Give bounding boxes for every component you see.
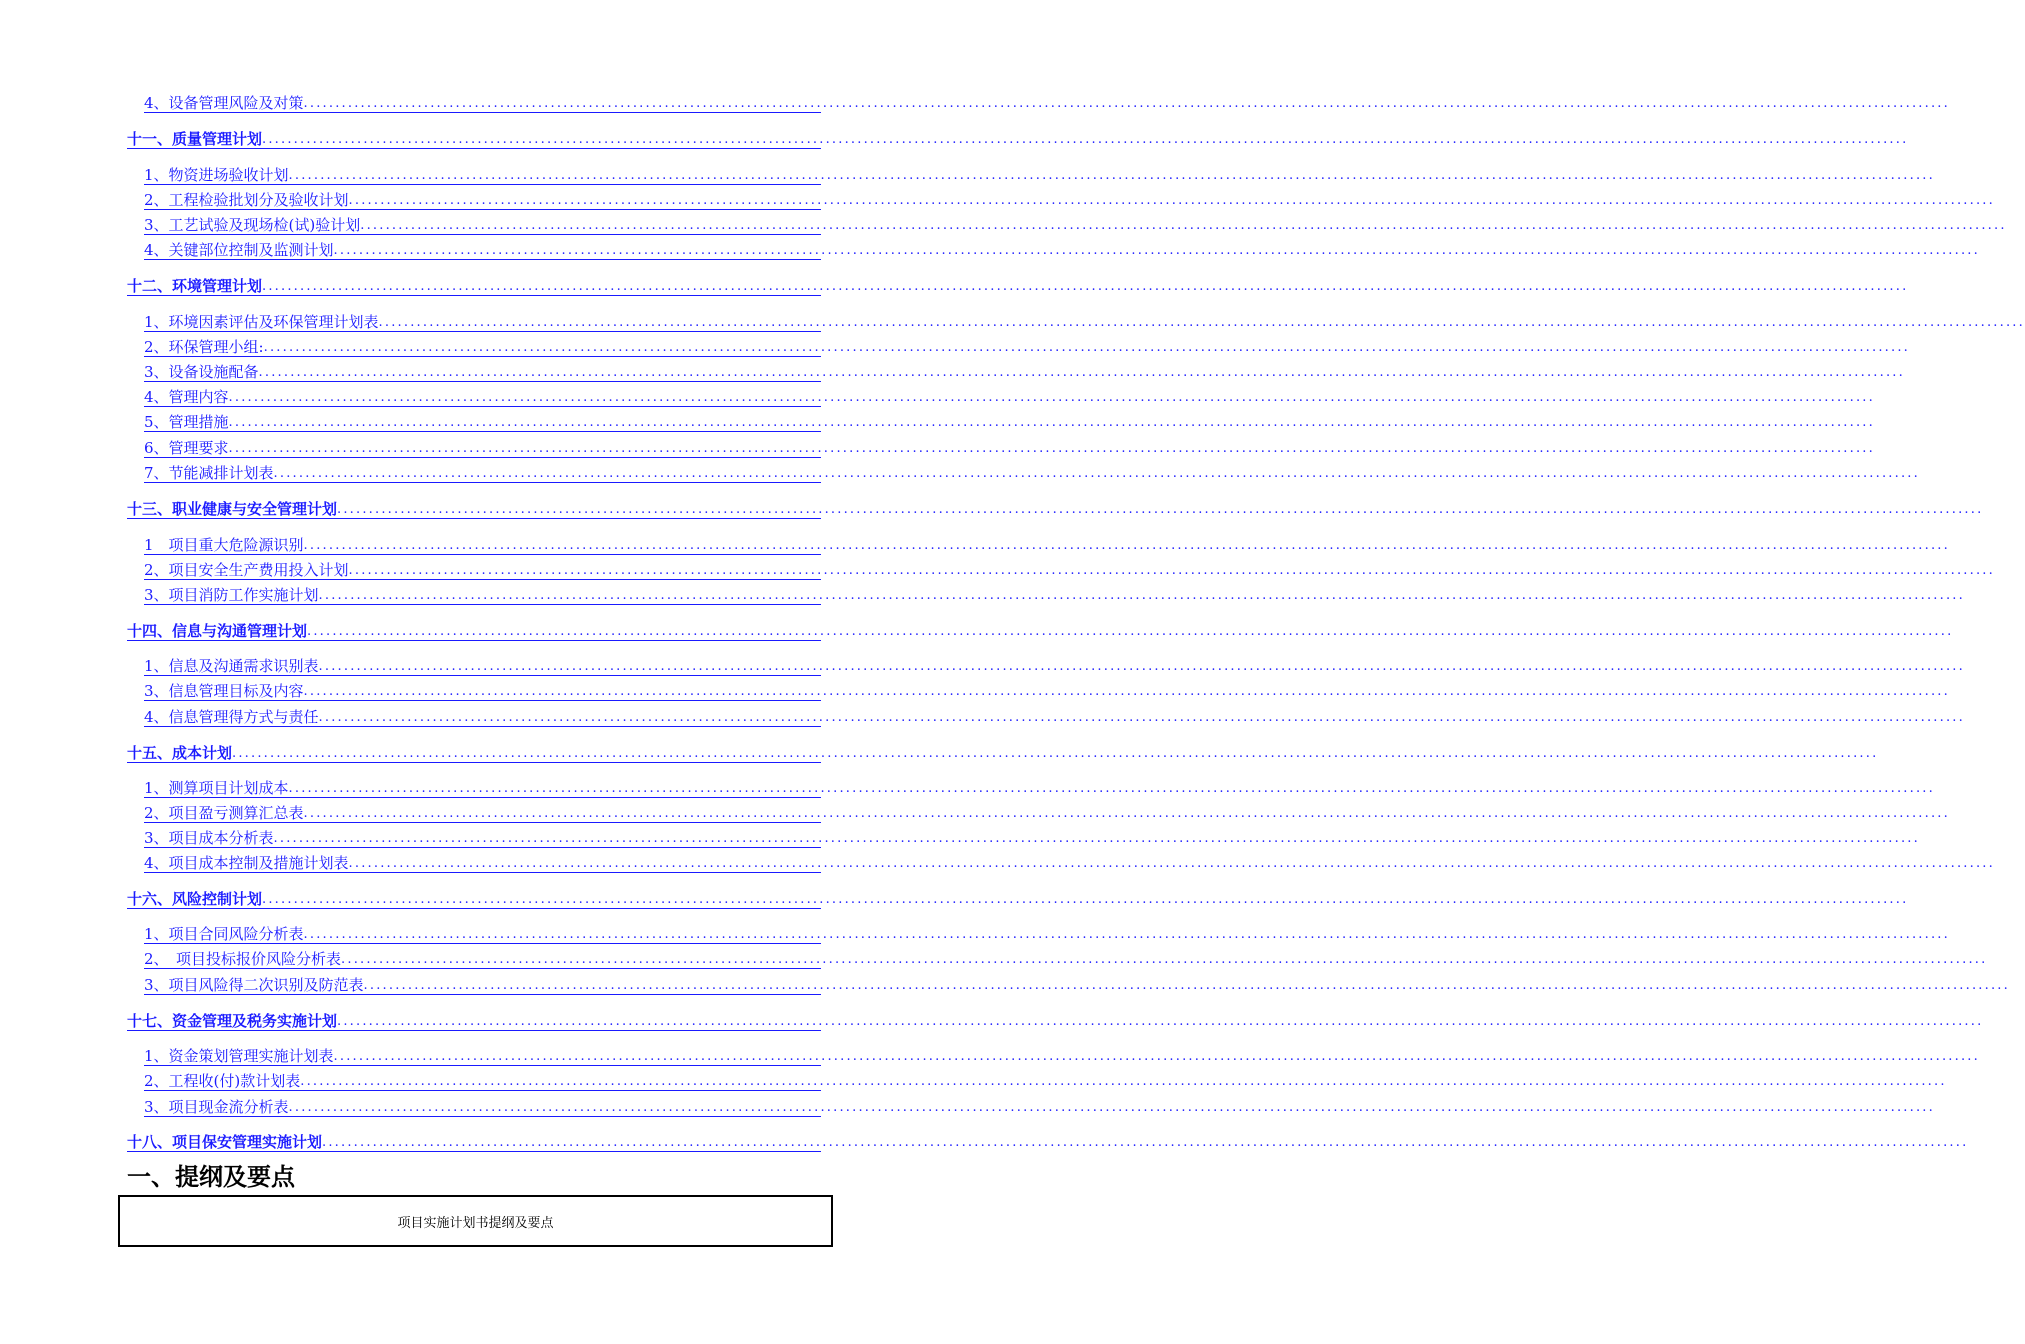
toc-entry-text: 4、关键部位控制及监测计划	[144, 241, 334, 259]
toc-dot-leader: ....................................................................................................................................................................................................................................................................	[273, 831, 1920, 846]
toc-dot-leader: ....................................................................................................................................................................................................................................................................	[288, 781, 1935, 796]
outline-box-title: 项目实施计划书提纲及要点	[397, 1215, 554, 1231]
toc-entry-text: 1、信息及沟通需求识别表	[144, 657, 319, 675]
toc-entry-text: 2、项目安全生产费用投入计划	[144, 561, 349, 579]
toc-dot-leader: ....................................................................................................................................................................................................................................................................	[300, 1074, 1947, 1089]
toc-subsection-link[interactable]	[144, 946, 1988, 969]
toc-entry-text: 2、工程检验批划分及验收计划	[144, 191, 349, 209]
toc-entry-text: 3、信息管理目标及内容	[144, 682, 304, 700]
toc-subsection-link[interactable]	[144, 557, 1995, 580]
toc-subsection-link[interactable]	[144, 1068, 1947, 1091]
toc-dot-leader: ....................................................................................................................................................................................................................................................................	[258, 365, 1905, 380]
section-heading: 一、提纲及要点	[127, 1163, 295, 1191]
toc-section-link[interactable]	[127, 1008, 1984, 1031]
toc-entry-text: 1、物资进场验收计划	[144, 166, 289, 184]
toc-subsection-link[interactable]	[144, 384, 1875, 407]
toc-subsection-link[interactable]	[144, 653, 1965, 676]
toc-dot-leader: ....................................................................................................................................................................................................................................................................	[337, 502, 1984, 517]
toc-subsection-link[interactable]	[144, 1094, 1935, 1117]
toc-subsection-link[interactable]	[144, 237, 1980, 260]
toc-dot-leader: ....................................................................................................................................................................................................................................................................	[307, 624, 1954, 639]
toc-dot-leader: ....................................................................................................................................................................................................................................................................	[232, 746, 1879, 761]
toc-subsection-link[interactable]	[144, 850, 1995, 873]
toc-dot-leader: ....................................................................................................................................................................................................................................................................	[262, 132, 1909, 147]
toc-entry-text: 2、项目盈亏测算汇总表	[144, 804, 304, 822]
toc-subsection-link[interactable]	[144, 187, 1995, 210]
toc-dot-leader: ....................................................................................................................................................................................................................................................................	[228, 441, 1875, 456]
toc-entry-text: 1、项目合同风险分析表	[144, 925, 304, 943]
toc-subsection-link[interactable]	[144, 334, 1911, 357]
toc-entry-text: 3、工艺试验及现场检(试)验计划	[144, 216, 361, 234]
toc-section-link[interactable]	[127, 126, 1909, 149]
toc-entry-text: 3、项目成本分析表	[144, 829, 274, 847]
toc-entry-text: 2、 项目投标报价风险分析表	[144, 950, 342, 968]
toc-entry-text: 3、项目消防工作实施计划	[144, 586, 319, 604]
toc-subsection-link[interactable]	[144, 678, 1950, 701]
toc-dot-leader: ....................................................................................................................................................................................................................................................................	[337, 1014, 1984, 1029]
toc-dot-leader: ....................................................................................................................................................................................................................................................................	[273, 466, 1920, 481]
toc-section-link[interactable]	[127, 273, 1909, 296]
toc-dot-leader: ....................................................................................................................................................................................................................................................................	[363, 978, 2010, 993]
toc-dot-leader: ....................................................................................................................................................................................................................................................................	[378, 315, 2025, 330]
toc-entry-text: 十一、质量管理计划	[127, 130, 263, 148]
toc-dot-leader: ....................................................................................................................................................................................................................................................................	[262, 279, 1909, 294]
toc-dot-leader: ....................................................................................................................................................................................................................................................................	[303, 927, 1950, 942]
toc-subsection-link[interactable]	[144, 1043, 1980, 1066]
toc-section-link[interactable]	[127, 886, 1909, 909]
toc-dot-leader: ....................................................................................................................................................................................................................................................................	[262, 892, 1909, 907]
toc-dot-leader: ....................................................................................................................................................................................................................................................................	[348, 563, 1995, 578]
toc-subsection-link[interactable]	[144, 212, 2007, 235]
toc-entry-text: 4、管理内容	[144, 388, 229, 406]
toc-section-link[interactable]	[127, 740, 1879, 763]
toc-entry-text: 十七、资金管理及税务实施计划	[127, 1012, 338, 1030]
toc-entry-text: 7、节能减排计划表	[144, 464, 274, 482]
toc-entry-text: 3、设备设施配备	[144, 363, 259, 381]
toc-section-link[interactable]	[127, 496, 1984, 519]
toc-entry-text: 4、信息管理得方式与责任	[144, 708, 319, 726]
toc-entry-text: 1、环境因素评估及环保管理计划表	[144, 313, 379, 331]
toc-dot-leader: ....................................................................................................................................................................................................................................................................	[318, 710, 1965, 725]
toc-subsection-link[interactable]	[144, 800, 1950, 823]
toc-entry-text: 3、项目风险得二次识别及防范表	[144, 976, 364, 994]
toc-dot-leader: ....................................................................................................................................................................................................................................................................	[341, 952, 1988, 967]
toc-entry-text: 2、工程收(付)款计划表	[144, 1072, 301, 1090]
toc-dot-leader: ....................................................................................................................................................................................................................................................................	[288, 1100, 1935, 1115]
toc-dot-leader: ....................................................................................................................................................................................................................................................................	[333, 243, 1980, 258]
toc-dot-leader: ....................................................................................................................................................................................................................................................................	[333, 1049, 1980, 1064]
toc-entry-text: 6、管理要求	[144, 439, 229, 457]
toc-dot-leader: ....................................................................................................................................................................................................................................................................	[303, 538, 1950, 553]
toc-subsection-link[interactable]	[144, 90, 1950, 113]
toc-entry-text: 2、环保管理小组:	[144, 338, 264, 356]
toc-subsection-link[interactable]	[144, 435, 1875, 458]
toc-subsection-link[interactable]	[144, 409, 1875, 432]
toc-dot-leader: ....................................................................................................................................................................................................................................................................	[348, 193, 1995, 208]
toc-dot-leader: ....................................................................................................................................................................................................................................................................	[303, 684, 1950, 699]
toc-entry-text: 5、管理措施	[144, 413, 229, 431]
toc-dot-leader: ....................................................................................................................................................................................................................................................................	[288, 168, 1935, 183]
toc-entry-text: 十四、信息与沟通管理计划	[127, 622, 308, 640]
toc-entry-text: 十五、成本计划	[127, 744, 233, 762]
toc-entry-text: 3、项目现金流分析表	[144, 1098, 289, 1116]
toc-section-link[interactable]	[127, 618, 1954, 641]
toc-entry-text: 4、设备管理风险及对策	[144, 94, 304, 112]
toc-entry-text: 4、项目成本控制及措施计划表	[144, 854, 349, 872]
toc-entry-text: 1、资金策划管理实施计划表	[144, 1047, 334, 1065]
toc-dot-leader: ....................................................................................................................................................................................................................................................................	[303, 806, 1950, 821]
toc-subsection-link[interactable]	[144, 704, 1965, 727]
toc-entry-text: 十八、项目保安管理实施计划	[127, 1133, 323, 1151]
toc-subsection-link[interactable]	[144, 162, 1935, 185]
toc-subsection-link[interactable]	[144, 309, 2025, 332]
toc-dot-leader: ....................................................................................................................................................................................................................................................................	[318, 588, 1965, 603]
toc-dot-leader: ....................................................................................................................................................................................................................................................................	[322, 1135, 1969, 1150]
toc-entry-text: 1 项目重大危险源识别	[144, 536, 304, 554]
toc-subsection-link[interactable]	[144, 460, 1920, 483]
toc-subsection-link[interactable]	[144, 972, 2010, 995]
toc-subsection-link[interactable]	[144, 775, 1935, 798]
toc-subsection-link[interactable]	[144, 921, 1950, 944]
toc-dot-leader: ....................................................................................................................................................................................................................................................................	[303, 96, 1950, 111]
toc-dot-leader: ....................................................................................................................................................................................................................................................................	[348, 856, 1995, 871]
toc-section-link[interactable]	[127, 1129, 1969, 1152]
toc-subsection-link[interactable]	[144, 825, 1920, 848]
toc-dot-leader: ....................................................................................................................................................................................................................................................................	[228, 415, 1875, 430]
toc-dot-leader: ....................................................................................................................................................................................................................................................................	[263, 340, 1911, 355]
toc-dot-leader: ....................................................................................................................................................................................................................................................................	[318, 659, 1965, 674]
toc-subsection-link[interactable]	[144, 359, 1905, 382]
toc-entry-text: 十三、职业健康与安全管理计划	[127, 500, 338, 518]
toc-entry-text: 十二、环境管理计划	[127, 277, 263, 295]
toc-dot-leader: ....................................................................................................................................................................................................................................................................	[360, 218, 2007, 233]
toc-entry-text: 1、测算项目计划成本	[144, 779, 289, 797]
toc-subsection-link[interactable]	[144, 582, 1965, 605]
toc-dot-leader: ....................................................................................................................................................................................................................................................................	[228, 390, 1875, 405]
toc-subsection-link[interactable]	[144, 532, 1950, 555]
toc-entry-text: 十六、风险控制计划	[127, 890, 263, 908]
outline-box	[118, 1195, 833, 1247]
